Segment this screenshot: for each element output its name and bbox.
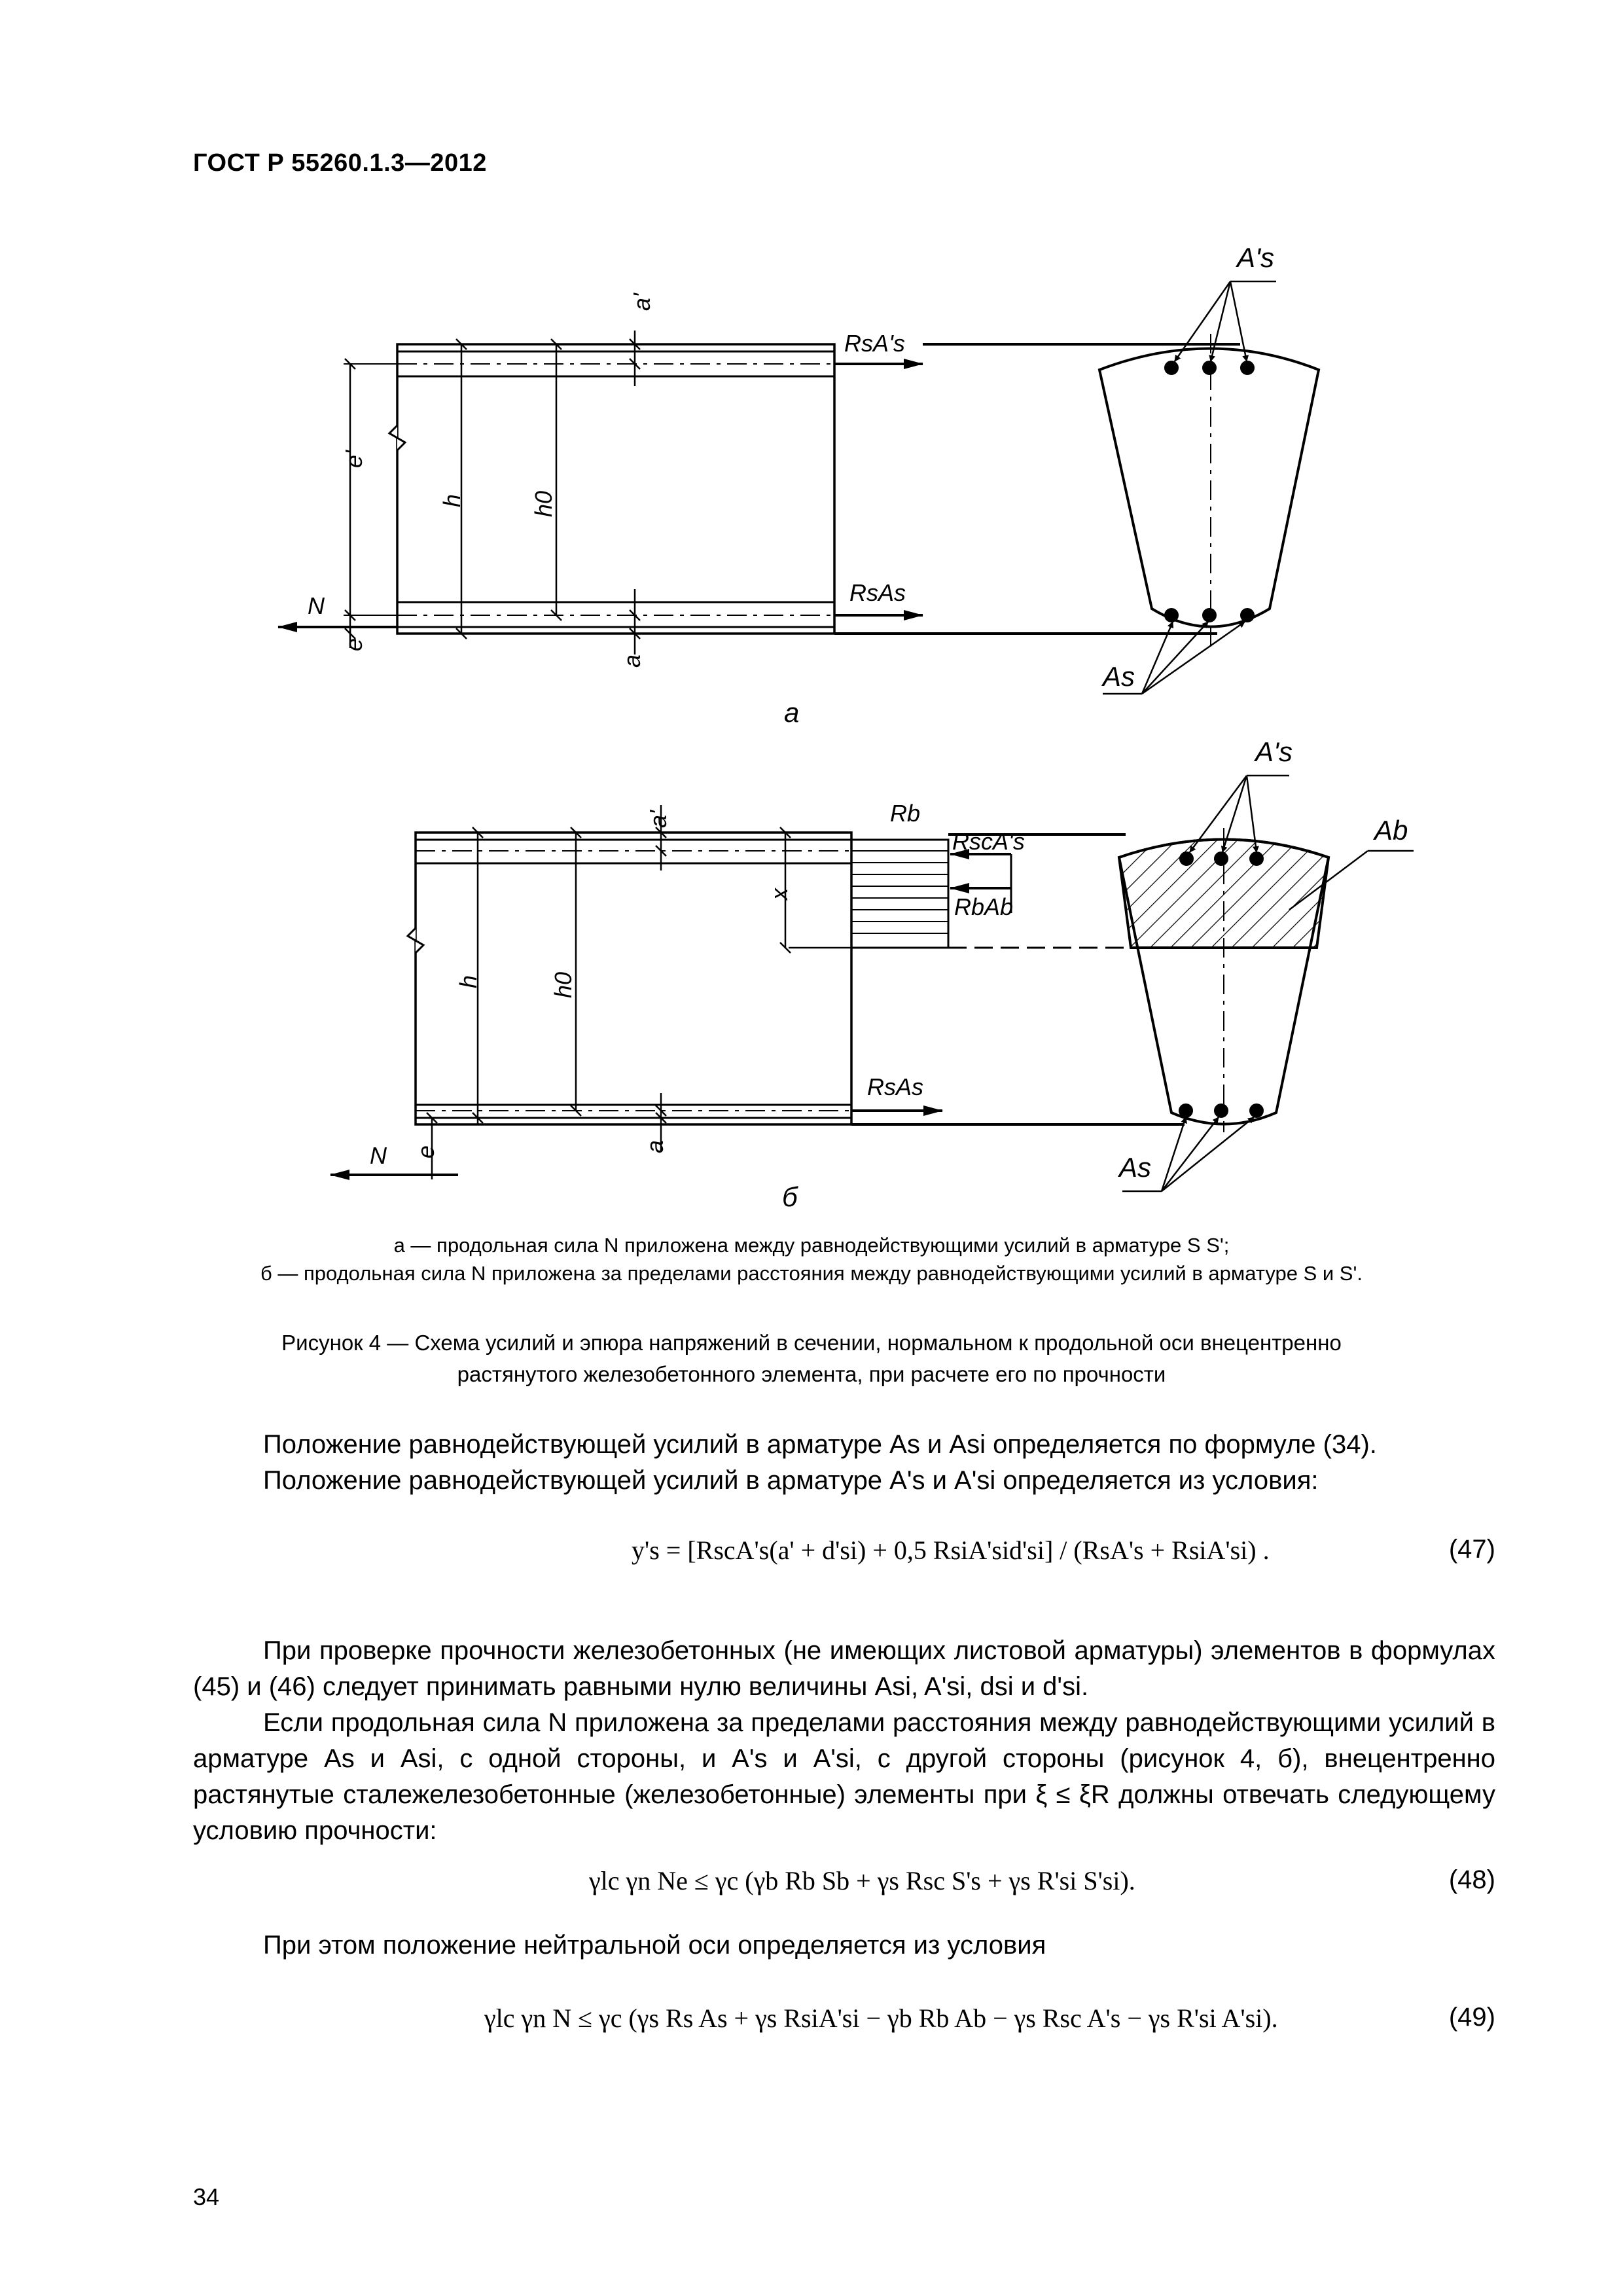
panel-a-a-label: a [618, 654, 645, 668]
panel-b-Ab-label: Ab [1374, 815, 1408, 846]
document-header: ГОСТ Р 55260.1.3—2012 [193, 149, 487, 177]
figure-title-line-2: растянутого железобетонного элемента, при расчете его по прочности [457, 1362, 1166, 1386]
panel-b-RscA-s-prime-label: RscA's [952, 828, 1025, 855]
formula-49-number: (49) [1448, 2003, 1495, 2032]
formula-48: γlc γn Ne ≤ γc (γb Rb Sb + γs Rsc S's + γs R'si S'si). [589, 1866, 1135, 1895]
panel-a-RsAs-label: RsAs [849, 579, 906, 606]
panel-a-As-label: As [1103, 661, 1135, 692]
panel-a-h0-label: h0 [530, 490, 557, 517]
panel-b-RbAb-label: RbAb [954, 893, 1014, 920]
page-number: 34 [193, 2183, 220, 2210]
formula-47: y's = [RscA's(a' + d'si) + 0,5 RsiA'sid'si] / (RsA's + RsiA'si) . [632, 1535, 1270, 1565]
panel-b-a-label: a [641, 1139, 668, 1153]
panel-b [330, 776, 1414, 1191]
panel-b-e-label: e [412, 1145, 439, 1158]
panel-b-caption-letter: б [782, 1181, 798, 1212]
panel-b-N-label: N [370, 1142, 387, 1169]
panel-b-h-label: h [455, 975, 482, 988]
formula-47-number: (47) [1448, 1535, 1495, 1564]
panel-b-Rb-label: Rb [890, 800, 921, 827]
figure-legend-a: а — продольная сила N приложена между равнодействующими усилий в арматуре S S'; [393, 1234, 1230, 1257]
paragraph-4: Если продольная сила N приложена за пределами расстояния между равнодействующими усилий в арматуре As и Asi, с одной стороны, и A's и A'si, с другой стороны (рисунок 4, б), внецентренно растянутые сталежелезобетонные (железобетонные) элементы при ξ ≤ ξR должны отвечать следующему условию прочности: [193, 1708, 1495, 1845]
panel-a-e-label: e [340, 637, 367, 651]
panel-a-a-prime-label: a' [628, 293, 655, 311]
paragraph-1: Положение равнодействующей усилий в арматуре As и Asi определяется по формуле (34). [263, 1430, 1377, 1459]
panel-a-As-prime-label: A's [1237, 242, 1275, 273]
panel-a-h-label: h [438, 493, 465, 507]
paragraph-2: Положение равнодействующей усилий в арматуре A's и A'si определяется из условия: [263, 1466, 1319, 1495]
panel-b-h0-label: h0 [550, 971, 577, 998]
panel-b-x-label: x [766, 888, 793, 900]
figure-title-line-1: Рисунок 4 — Схема усилий и эпюра напряжений в сечении, нормальном к продольной оси внецентренно [281, 1331, 1342, 1355]
paragraph-3: При проверке прочности железобетонных (не имеющих листовой арматуры) элементов в формулах (45) и (46) следует принимать равными нулю величины Asi, A'si, dsi и d'si. [193, 1636, 1495, 1701]
formula-49: γlc γn N ≤ γc (γs Rs As + γs RsiA'si − γb Rb Ab − γs Rsc A's − γs R'si A'si). [484, 2003, 1278, 2033]
panel-a-caption-letter: а [784, 697, 800, 728]
panel-b-a-prime-label: a' [645, 810, 671, 828]
formula-48-number: (48) [1448, 1865, 1495, 1894]
figure-legend-b: б — продольная сила N приложена за пределами расстояния между равнодействующими усилий в арматуре S и S'. [260, 1262, 1363, 1285]
panel-b-RsAs-label: RsAs [867, 1073, 924, 1100]
panel-a-RsA-s-prime-label: RsA's [844, 330, 905, 357]
paragraph-5: При этом положение нейтральной оси определяется из условия [263, 1931, 1046, 1960]
panel-b-As-prime-label: A's [1255, 736, 1293, 767]
panel-a-e-prime-label: e' [340, 450, 367, 468]
panel-a [278, 281, 1319, 694]
panel-a-N-label: N [308, 592, 325, 619]
panel-b-As-label: As [1119, 1152, 1152, 1183]
